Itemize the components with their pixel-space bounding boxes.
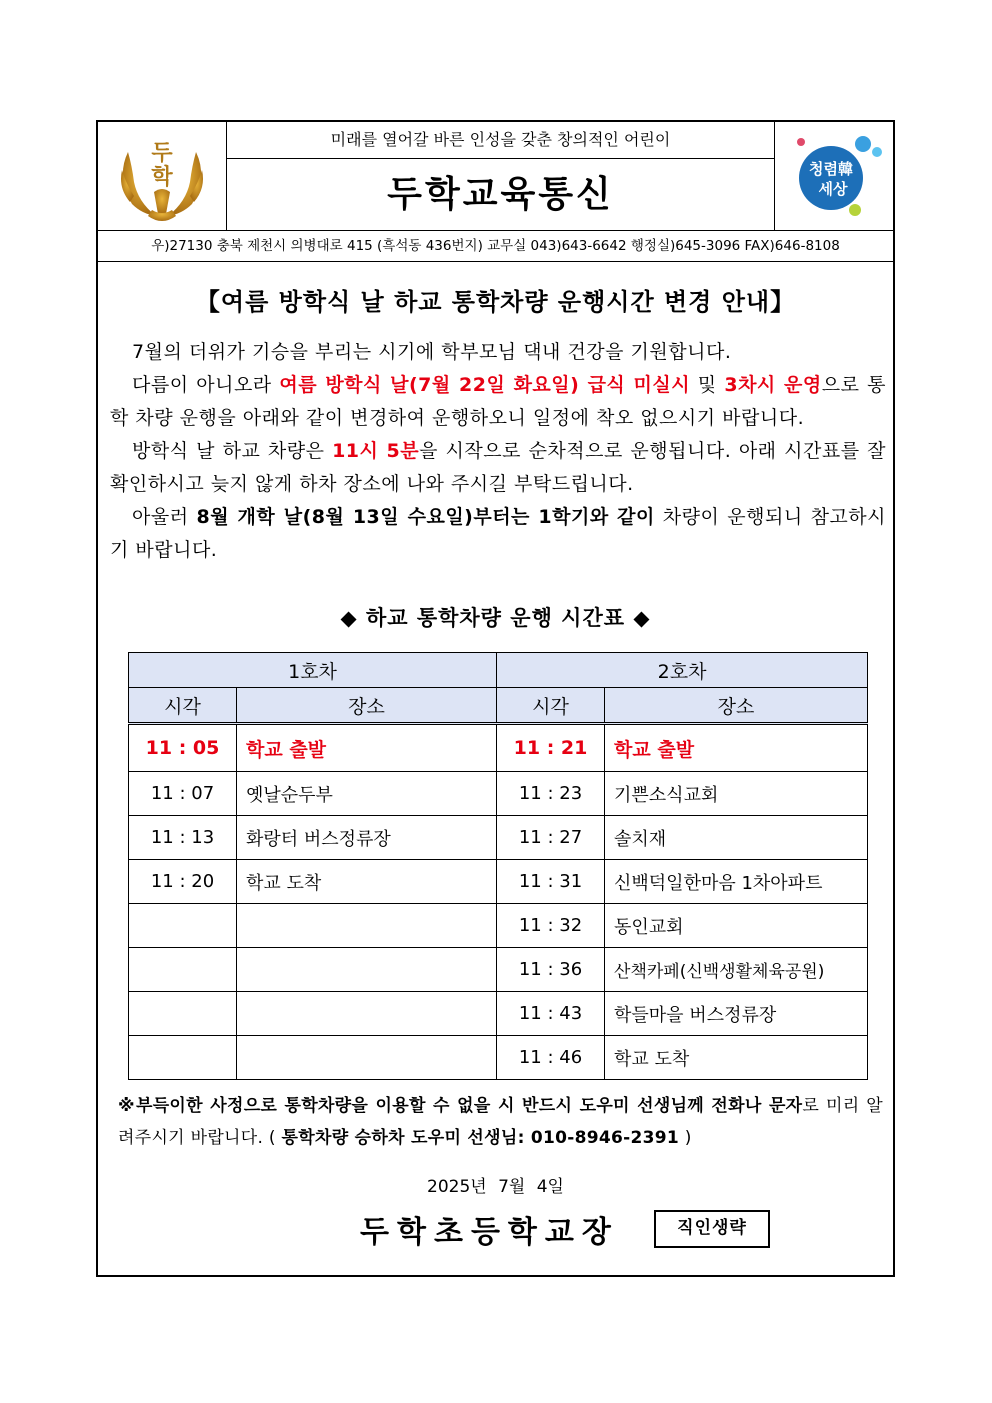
col-place: 장소 — [237, 688, 497, 724]
seal-omitted-stamp: 직인생략 — [654, 1210, 770, 1248]
paragraph-start-time: 방학식 날 하교 차량은 11시 5분을 시작으로 순차적으로 운행됩니다. 아래 시간표를 잘 확인하시고 늦지 않게 하차 장소에 나와 주시길 부탁드립니다. — [110, 440, 886, 495]
time-cell: 11 : 23 — [497, 772, 605, 816]
header — [98, 122, 893, 231]
table-row — [129, 772, 868, 816]
school-address: 우)27130 충북 제천시 의병대로 415 (흑석동 436번지) 교무실 043)643-6642 행정실)645-3096 FAX)646-8108 — [98, 231, 893, 262]
school-logo — [98, 122, 227, 230]
time-cell: 11 : 31 — [497, 860, 605, 904]
place-cell: 신백덕일한마음 1차아파트 — [605, 860, 868, 904]
place-cell: 기쁜소식교회 — [605, 772, 868, 816]
place-cell: 옛날순두부 — [237, 772, 497, 816]
svg-text:두: 두 — [151, 141, 173, 166]
svg-text:청렴韓: 청렴韓 — [809, 160, 853, 178]
highlight-start-time: 11시 5분 — [332, 440, 420, 462]
integrity-badge-icon — [775, 122, 894, 230]
car1-header: 1호차 — [129, 653, 497, 688]
highlight-period: 3차시 운영 — [724, 374, 822, 396]
time-cell: 11 : 46 — [497, 1036, 605, 1080]
time-cell: 11 : 36 — [497, 948, 605, 992]
place-cell: 학교 출발 — [237, 724, 497, 772]
table-row — [129, 816, 868, 860]
place-cell: 산책카페(신백생활체육공원) — [605, 948, 868, 992]
table-row — [129, 904, 868, 948]
time-cell — [129, 948, 237, 992]
paragraph-resume: 아울러 8월 개학 날(8월 13일 수요일)부터는 1학기와 같이 차량이 운행되니 참고하시기 바랍니다. — [110, 506, 886, 561]
time-cell: 11 : 43 — [497, 992, 605, 1036]
place-cell: 화랑터 버스정류장 — [237, 816, 497, 860]
school-motto: 미래를 열어갈 바른 인성을 갖춘 창의적인 어린이 — [227, 122, 774, 159]
place-cell — [237, 1036, 497, 1080]
time-cell — [129, 1036, 237, 1080]
issue-date: 2025년 7월 4일 — [427, 1177, 564, 1197]
time-cell: 11 : 13 — [129, 816, 237, 860]
place-cell — [237, 992, 497, 1036]
place-cell: 솔치재 — [605, 816, 868, 860]
place-cell: 동인교회 — [605, 904, 868, 948]
integrity-badge — [774, 122, 894, 230]
svg-text:세상: 세상 — [818, 180, 848, 198]
paragraph-greeting: 7월의 더위가 기승을 부리는 시기에 학부모님 댁내 건강을 기원합니다. — [132, 341, 732, 363]
time-cell — [129, 904, 237, 948]
place-cell — [237, 904, 497, 948]
newsletter-title: 두학교육통신 — [387, 174, 614, 215]
highlight-resume: 8월 개학 날(8월 13일 수요일)부터는 1학기와 같이 — [196, 506, 655, 528]
place-cell: 학교 도착 — [237, 860, 497, 904]
table-row — [129, 724, 868, 772]
col-time: 시각 — [129, 688, 237, 724]
time-cell: 11 : 27 — [497, 816, 605, 860]
place-cell — [237, 948, 497, 992]
newsletter-frame — [96, 120, 895, 1277]
time-cell: 11 : 05 — [129, 724, 237, 772]
place-cell: 학교 출발 — [605, 724, 868, 772]
place-cell: 학교 도착 — [605, 1036, 868, 1080]
time-cell: 11 : 07 — [129, 772, 237, 816]
principal-signature: 두학초등학교장 — [360, 1215, 619, 1250]
notice-body — [110, 336, 886, 567]
time-cell — [129, 992, 237, 1036]
place-cell: 학들마을 버스정류장 — [605, 992, 868, 1036]
helper-contact: 통학차량 승하차 도우미 선생님: 010-8946-2391 — [281, 1128, 680, 1148]
svg-text:학: 학 — [151, 165, 173, 190]
paragraph-change: 다름이 아니오라 여름 방학식 날(7월 22일 화요일) 급식 미실시 및 3차시 운영으로 통학 차량 운행을 아래와 같이 변경하여 운행하오니 일정에 착오 없으시기 바랍니다. — [110, 374, 886, 429]
table-row — [129, 1036, 868, 1080]
time-cell: 11 : 32 — [497, 904, 605, 948]
notice-heading: 【여름 방학식 날 하교 통학차량 운행시간 변경 안내】 — [195, 288, 796, 316]
timetable-title: ◆ 하교 통학차량 운행 시간표 ◆ — [340, 606, 651, 630]
col-time: 시각 — [497, 688, 605, 724]
phoenix-emblem-icon — [98, 122, 226, 230]
timetable — [128, 652, 868, 1080]
contact-notice: ※부득이한 사정으로 통학차량을 이용할 수 없을 시 반드시 도우미 선생님께 전화나 문자로 미리 알려주시기 바랍니다. ( 통학차량 승하차 도우미 선생님: 010-8946-2391 ) — [118, 1096, 884, 1148]
col-place: 장소 — [605, 688, 868, 724]
table-row — [129, 860, 868, 904]
highlight-date: 여름 방학식 날(7월 22일 화요일) 급식 미실시 — [279, 374, 691, 396]
table-row — [129, 992, 868, 1036]
time-cell: 11 : 21 — [497, 724, 605, 772]
car2-header: 2호차 — [497, 653, 868, 688]
time-cell: 11 : 20 — [129, 860, 237, 904]
table-row — [129, 948, 868, 992]
